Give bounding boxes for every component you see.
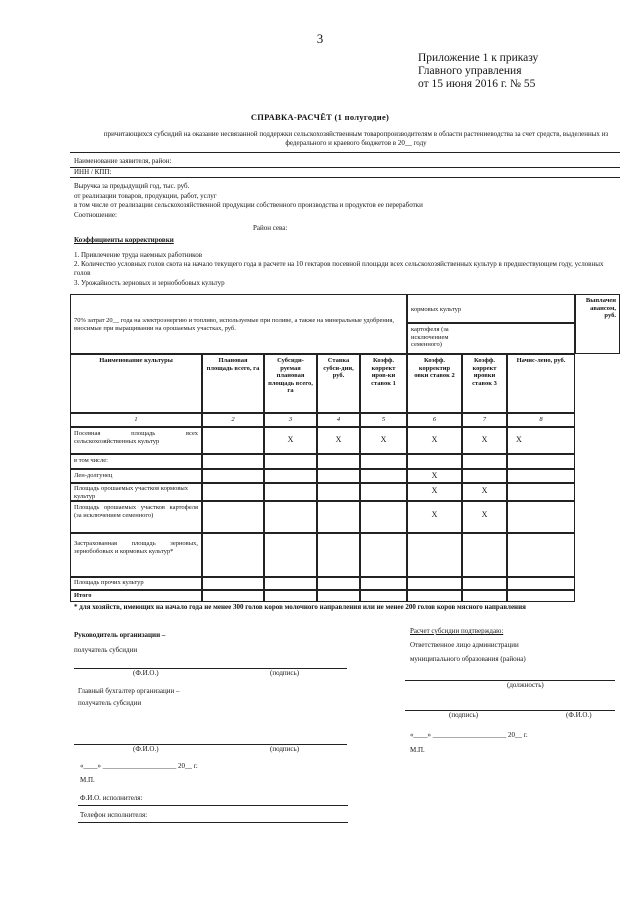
paid-advance-cell [575,294,620,354]
table-cell [264,427,317,454]
x-mark: X [431,510,438,519]
row-irrigated-fodder-text: Площадь орошаемых участков кормовых культур [74,485,189,500]
appendix-block [418,52,538,91]
executor-fio-label: Ф.И.О. исполнителя: [80,794,143,802]
table-cell [317,454,360,469]
cost-cell [70,294,407,354]
col-num-6-text: 6 [432,416,437,423]
col-num-6 [407,413,462,427]
col-num-2-text: 2 [231,416,235,423]
potato-cell [407,323,575,354]
col-num-7 [462,413,507,427]
table-cell [462,590,507,602]
table-cell [507,590,575,602]
table-cell [507,427,575,454]
col-num-5-text: 5 [381,416,386,423]
table-cell [317,533,360,577]
col-header-accrued-text: Начис-лено, руб. [516,357,566,364]
col-num-8 [507,413,575,427]
col-header-crop [70,354,202,413]
table-cell [407,427,462,454]
col-num-2 [202,413,264,427]
row-flax-text: Лен-долгунец [74,472,113,479]
table-cell [202,454,264,469]
inn-label: ИНН / КПП: [74,168,112,176]
col-header-subsidized-area [264,354,317,413]
fodder-label: кормовых культур [411,306,462,313]
table-cell [264,533,317,577]
head-sign-caption: (подпись) [270,669,300,677]
col-header-rate-text: Ставка субси-дии, руб. [323,357,354,379]
footnote: * для хозяйств, имеющих на начало года не менее 300 голов коров молочного направления или не менее 200 голов коров мясного направления [74,603,526,611]
col-num-3-text: 3 [288,416,293,423]
document-subtitle: причитающихся субсидий на оказание несвязанной поддержки сельскохозяйственным товаропроизводителям в области растениеводства за счет средств, выделенных из федерального и краевого бюджетов в 20__ году [103,130,609,147]
header-divider-mid [70,167,620,168]
confirm-heading: Расчет субсидии подтверждаю: [410,627,504,635]
col-num-5 [360,413,407,427]
col-header-coef2-text: Коэфф. корректир овки ставок 2 [414,357,455,379]
row-total-sown-area-text: Посевная площадь всех сельскохозяйственных культур [74,430,198,445]
position-caption: (должность) [507,681,544,689]
accountant-label-1: Главный бухгалтер организации – [78,687,180,695]
appendix-line-2: Главного управления [418,65,522,77]
table-cell [407,533,462,577]
x-mark: X [431,471,438,480]
x-mark: X [481,486,488,495]
table-cell [407,577,462,590]
row-insured-area [70,533,202,577]
table-cell [317,590,360,602]
table-cell [264,577,317,590]
table-cell [317,501,360,533]
accountant-sign-caption: (подпись) [270,745,300,753]
right-stamp-label: М.П. [410,746,425,754]
col-header-subsidized-area-text: Субсиди-руемая плановая площадь всего, га [268,357,313,394]
col-num-7-text: 7 [482,416,487,423]
x-mark: X [481,510,488,519]
table-cell [407,454,462,469]
official-fio-caption: (Ф.И.О.) [566,711,592,719]
x-mark: X [335,435,342,444]
accountant-label-2: получатель субсидии [78,699,142,707]
applicant-name-label: Наименование заявителя, район: [74,157,172,165]
table-cell [317,483,360,501]
paid-advance-label: Выплачен авансом, руб. [585,297,616,319]
table-cell [462,469,507,483]
table-cell [462,533,507,577]
table-cell [317,427,360,454]
table-cell [202,469,264,483]
table-cell [507,533,575,577]
table-cell [264,501,317,533]
row-other-crops-text: Площадь прочих культур [74,579,144,586]
executor-fio-line [78,805,348,806]
executor-phone-label: Телефон исполнителя: [80,811,148,819]
table-cell [462,483,507,501]
table-cell [407,590,462,602]
table-cell [407,483,462,501]
row-insured-area-text: Застрахованная площадь зерновых, зернобобовых и кормовых культур* [74,540,198,555]
table-cell [264,590,317,602]
head-label-1: Руководитель организации – [74,631,166,639]
table-cell [462,501,507,533]
document-title: СПРАВКА-РАСЧЁТ (1 полугодие) [250,112,390,122]
coefficients-heading: Коэффициенты корректировки [74,236,174,244]
col-num-1 [70,413,202,427]
table-cell [264,483,317,501]
row-total [70,590,202,602]
coefficient-item-2: 2. Количество условных голов скота на начало текущего года в расчете на 10 гектаров посевной площади всех сельскохозяйственных культур в предшествующем году, условных голов [74,260,604,277]
table-cell [407,501,462,533]
right-date-line: «____» _____________________ 20__ г. [410,731,528,739]
col-header-area-text: Плановая площадь всего, га [206,357,260,372]
left-stamp-label: М.П. [80,776,95,784]
table-cell [202,590,264,602]
revenue-label: Выручка за предыдущий год, тыс. руб. [74,182,190,190]
head-label-2: получатель субсидии [74,646,138,654]
table-cell [360,483,407,501]
x-mark: X [516,435,522,444]
header-divider-bottom [70,177,620,178]
executor-phone-line [78,822,348,823]
table-cell [264,469,317,483]
row-irrigated-potato [70,501,202,533]
table-cell [360,590,407,602]
revenue-sales-label: от реализации товаров, продукции, работ, услуг [74,192,217,200]
row-irrigated-fodder [70,483,202,501]
table-cell [462,427,507,454]
fodder-cell [407,294,575,323]
row-total-sown-area [70,427,202,454]
coefficient-item-3: 3. Урожайность зерновых и зернобобовых культур [74,279,225,287]
table-cell [407,469,462,483]
table-cell [507,469,575,483]
table-cell [462,454,507,469]
col-header-rate [317,354,360,413]
table-cell [360,427,407,454]
x-mark: X [481,435,488,444]
table-cell [202,577,264,590]
potato-label: картофеля (за исключением семенного) [411,326,449,348]
col-header-accrued [507,354,575,413]
x-mark: X [380,435,387,444]
table-cell [202,533,264,577]
table-cell [317,469,360,483]
table-cell [202,501,264,533]
subsidy-table [70,294,620,602]
row-irrigated-potato-text: Площадь орошаемых участков картофеля (за исключением семенного) [74,504,198,519]
row-flax [70,469,202,483]
row-total-text: Итого [74,592,92,599]
col-num-3 [264,413,317,427]
row-including-text: в том числе: [74,457,108,464]
table-cell [202,427,264,454]
x-mark: X [431,486,438,495]
accountant-fio-caption: (Ф.И.О.) [133,745,159,753]
table-cell [317,577,360,590]
table-cell [507,501,575,533]
row-including [70,454,202,469]
table-cell [264,454,317,469]
head-signature-line [74,668,347,669]
accountant-signature-line [74,744,347,745]
table-cell [507,577,575,590]
appendix-line-3: от 15 июня 2016 г. № 55 [418,78,536,90]
appendix-line-1: Приложение 1 к приказу [418,52,539,64]
col-num-1-text: 1 [134,416,138,423]
col-header-coef3-text: Коэфф. коррект ировки ставок 3 [472,357,497,387]
ratio-label: Соотношение: [74,211,117,219]
col-header-area [202,354,264,413]
official-sign-caption: (подпись) [449,711,479,719]
official-label-2: муниципального образования (района) [410,655,526,663]
table-cell [202,483,264,501]
table-cell [507,483,575,501]
table-cell [360,577,407,590]
header-divider-top [70,152,620,153]
x-mark: X [431,435,438,444]
table-cell [360,454,407,469]
official-label-1: Ответственное лицо администрации [410,641,519,649]
col-num-8-text: 8 [539,416,543,423]
col-header-coef1-text: Коэфф. коррект иров-ки ставок 1 [371,357,396,387]
table-cell [462,577,507,590]
coefficient-item-1: 1. Привлечение труда наемных работников [74,251,203,259]
table-cell [360,501,407,533]
col-header-coef2 [407,354,462,413]
col-header-coef1 [360,354,407,413]
table-cell [360,533,407,577]
head-fio-caption: (Ф.И.О.) [133,669,159,677]
revenue-agro-label: в том числе от реализации сельскохозяйственной продукции собственного производства и продуктов ее переработки [74,201,423,209]
table-cell [360,469,407,483]
table-cell [507,454,575,469]
page-number: 3 [316,31,324,46]
col-header-coef3 [462,354,507,413]
col-num-4-text: 4 [336,416,341,423]
col-num-4 [317,413,360,427]
row-other-crops [70,577,202,590]
x-mark: X [287,435,294,444]
district-label: Район сева: [253,224,288,232]
left-date-line: «____» _____________________ 20__ г. [80,762,198,770]
cost-text: 70% затрат 20__ года на электроэнергию и топливо, используемые при поливе, а также на минеральные удобрения, вносимые при выращивании на орошаемых участках, руб. [74,317,394,332]
col-header-crop-text: Наименование культуры [99,357,173,364]
